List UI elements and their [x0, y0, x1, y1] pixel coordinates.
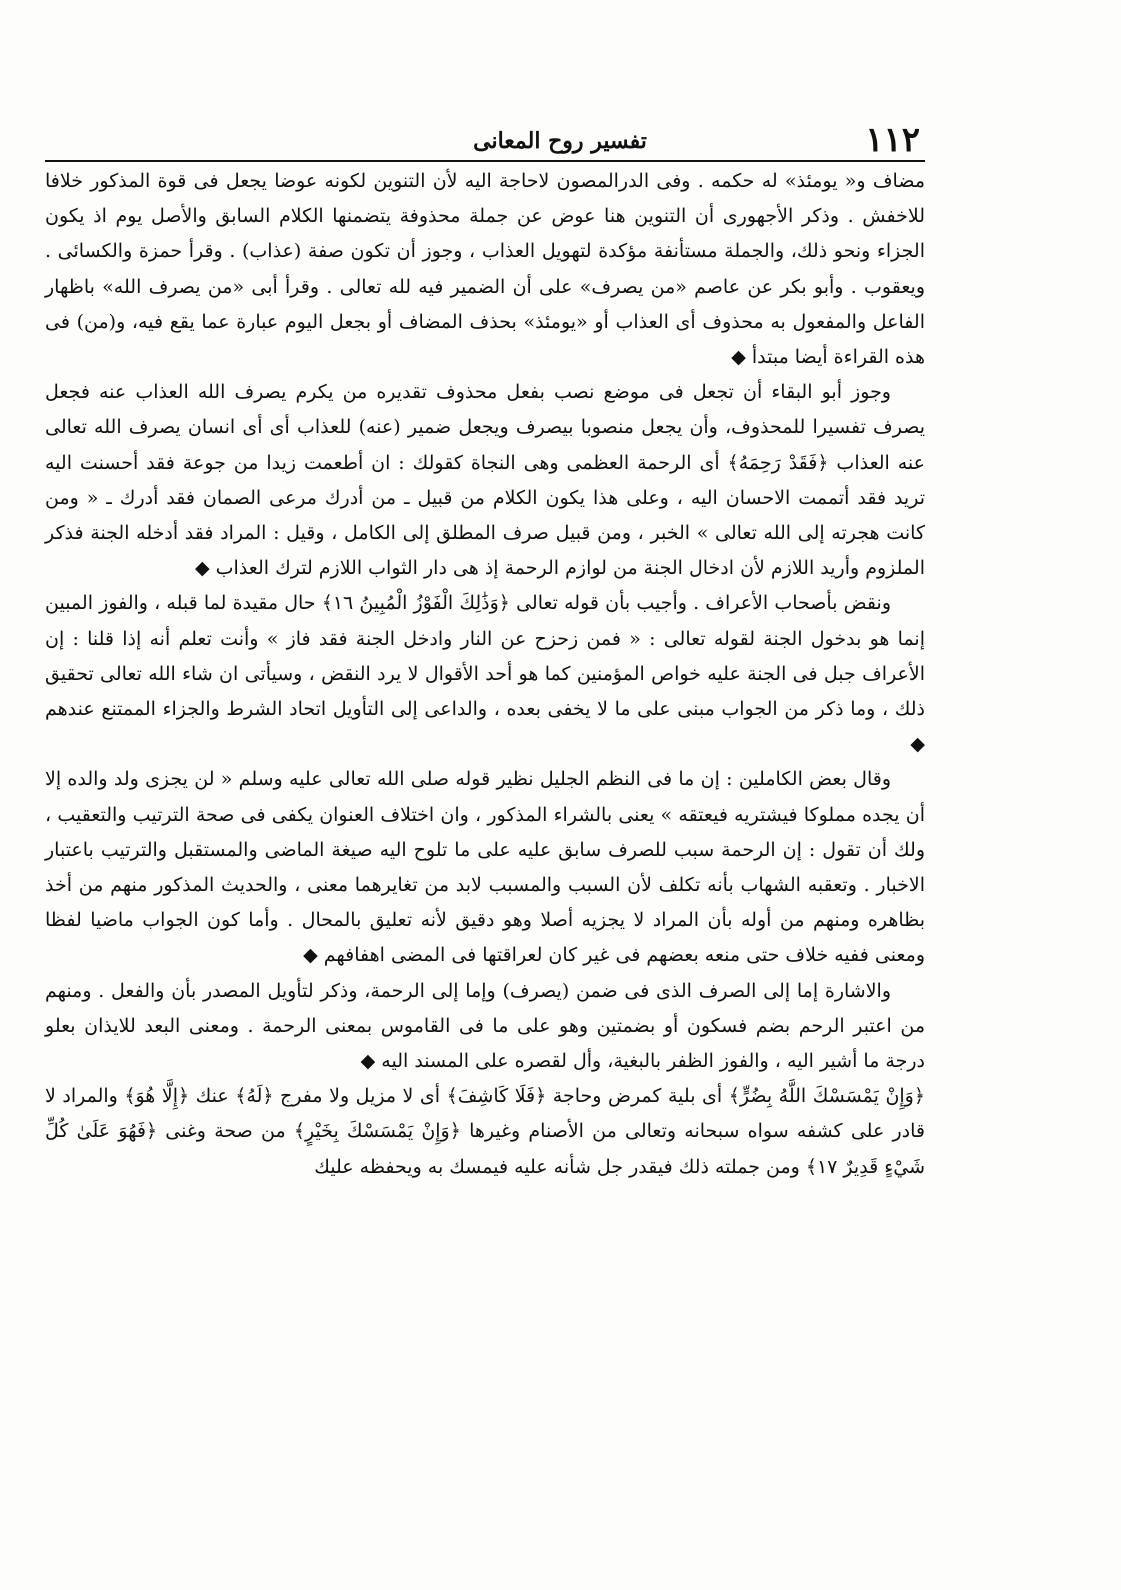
page-number: ١١٢: [865, 120, 920, 160]
paragraph: والاشارة إما إلى الصرف الذى فى ضمن (يصرف) وإما إلى الرحمة، وذكر لتأويل المصدر بأن والفعل . ومنهم من اعتبر الرحم بضم فسكون أو بضمتين وهو على ما فى القاموس بمعنى الرحمة . ومعنى البعد للايذان بعلو درجة ما أشير اليه ، والفوز الظفر بالبغية، وأل لقصره على المسند اليه ◆: [45, 979, 925, 1073]
page-body: [45, 164, 925, 1185]
paragraph: مضاف و« يومئذ» له حكمه . وفى الدرالمصون لاحاجة اليه لأن التنوين لكونه عوضا يجعل فى قوة المذكور خلافا للاخفش . وذكر الأجهورى أن التنوين هنا عوض عن جملة محذوفة يتضمنها الكلام السابق والأصل يوم اذ يكون الجزاء ونحو ذلك، والجملة مستأنفة مؤكدة لتهويل العذاب ، وجوز أن تكون صفة (عذاب) . وقرأ حمزة والكسائى . ويعقوب . وأبو بكر عن عاصم «من يصرف» على أن الضمير فيه لله تعالى . وقرأ أبى «من يصرف الله» باظهار الفاعل والمفعول به محذوف أى العذاب أو «يومئذ» بحذف المضاف أو بجعل اليوم عبارة عما يقع فيه، و(من) فى هذه القراءة أيضا مبتدأ ◆: [45, 170, 925, 369]
paragraph: ونقض بأصحاب الأعراف . وأجيب بأن قوله تعالى ﴿وَذَٰلِكَ الْفَوْزُ الْمُبِينُ ١٦﴾ حال مقيدة لما قبله ، والفوز المبين إنما هو بدخول الجنة لقوله تعالى : « فمن زحزح عن النار وادخل الجنة فقد فاز » وأنت تعلم أنه إذا قلنا : إن الأعراف جبل فى الجنة عليه خواص المؤمنين كما هو أحد الأقوال لا يرد النقض ، وسيأتى ان شاء الله تعالى تحقيق ذلك ، وما ذكر من الجواب مبنى على ما لا يخفى بعده ، والداعى إلى التأويل اتحاد الشرط والجزاء الممتنع عندهم ◆: [45, 592, 925, 756]
verse-paragraph: ﴿وَإِنْ يَمْسَسْكَ اللَّهُ بِضُرٍّ﴾ أى بلية كمرض وحاجة ﴿فَلَا كَاشِفَ﴾ أى لا مزيل ولا مفرج ﴿لَهُ﴾ عنك ﴿إِلَّا هُوَ﴾ والمراد لا قادر على كشفه سواه سبحانه وتعالى من الأصنام وغيرها ﴿وَإِنْ يَمْسَسْكَ بِخَيْرٍ﴾ من صحة وغنى ﴿فَهُوَ عَلَىٰ كُلِّ شَيْءٍ قَدِيرٌ ١٧﴾ ومن جملته ذلك فيقدر جل شأنه عليه فيمسك به ويحفظه عليك: [45, 1085, 925, 1178]
header-rule: [45, 160, 925, 162]
paragraph: وقال بعض الكاملين : إن ما فى النظم الجليل نظير قوله صلى الله تعالى عليه وسلم « لن يجزى ولد والده إلا أن يجده مملوكا فيشتريه فيعتقه » يعنى بالشراء المذكور ، وان اختلاف العنوان يكفى فى صحة الترتيب والتعقيب ، ولك أن تقول : إن الرحمة سبب للصرف سابق عليه على ما تلوح اليه صيغة الماضى والمستقبل والترتيب باعتبار الاخبار . وتعقبه الشهاب بأنه تكلف لأن السبب والمسبب لابد من تغايرهما معنى ، والحديث المذكور منهم من أخذ بظاهره ومنهم من أوله بأن المراد لا يجزيه أصلا وهو دقيق لأنه تعليق بالمحال . وأما كون الجواب ماضيا لفظا ومعنى ففيه خلاف حتى منعه بعضهم فى غير كان لعراقتها فى المضى اهفافهم ◆: [45, 768, 925, 967]
paragraph: وجوز أبو البقاء أن تجعل فى موضع نصب بفعل محذوف تقديره من يكرم يصرف الله العذاب عنه فجعل يصرف تفسيرا للمحذوف، وأن يجعل منصوبا بيصرف ويجعل ضمير (عنه) للعذاب أى أى انسان يصرف الله تعالى عنه العذاب ﴿فَقَدْ رَحِمَهُ﴾ أى الرحمة العظمى وهى النجاة كقولك : ان أطعمت زيدا من جوعة فقد أحسنت اليه تريد فقد أتممت الاحسان اليه ، وعلى هذا يكون الكلام من قبيل ـ من أدرك مرعى الصمان فقد أدرك ـ « ومن كانت هجرته إلى الله تعالى » الخبر ، ومن قبيل صرف المطلق إلى الكامل ، وقيل : المراد فقد أدخله الجنة فذكر الملزوم وأريد اللازم لأن ادخال الجنة من لوازم الرحمة إذ هى دار الثواب اللازم لترك العذاب ◆: [45, 381, 925, 580]
page-header: [60, 118, 1060, 158]
running-title: تفسير روح المعانى: [473, 128, 647, 154]
